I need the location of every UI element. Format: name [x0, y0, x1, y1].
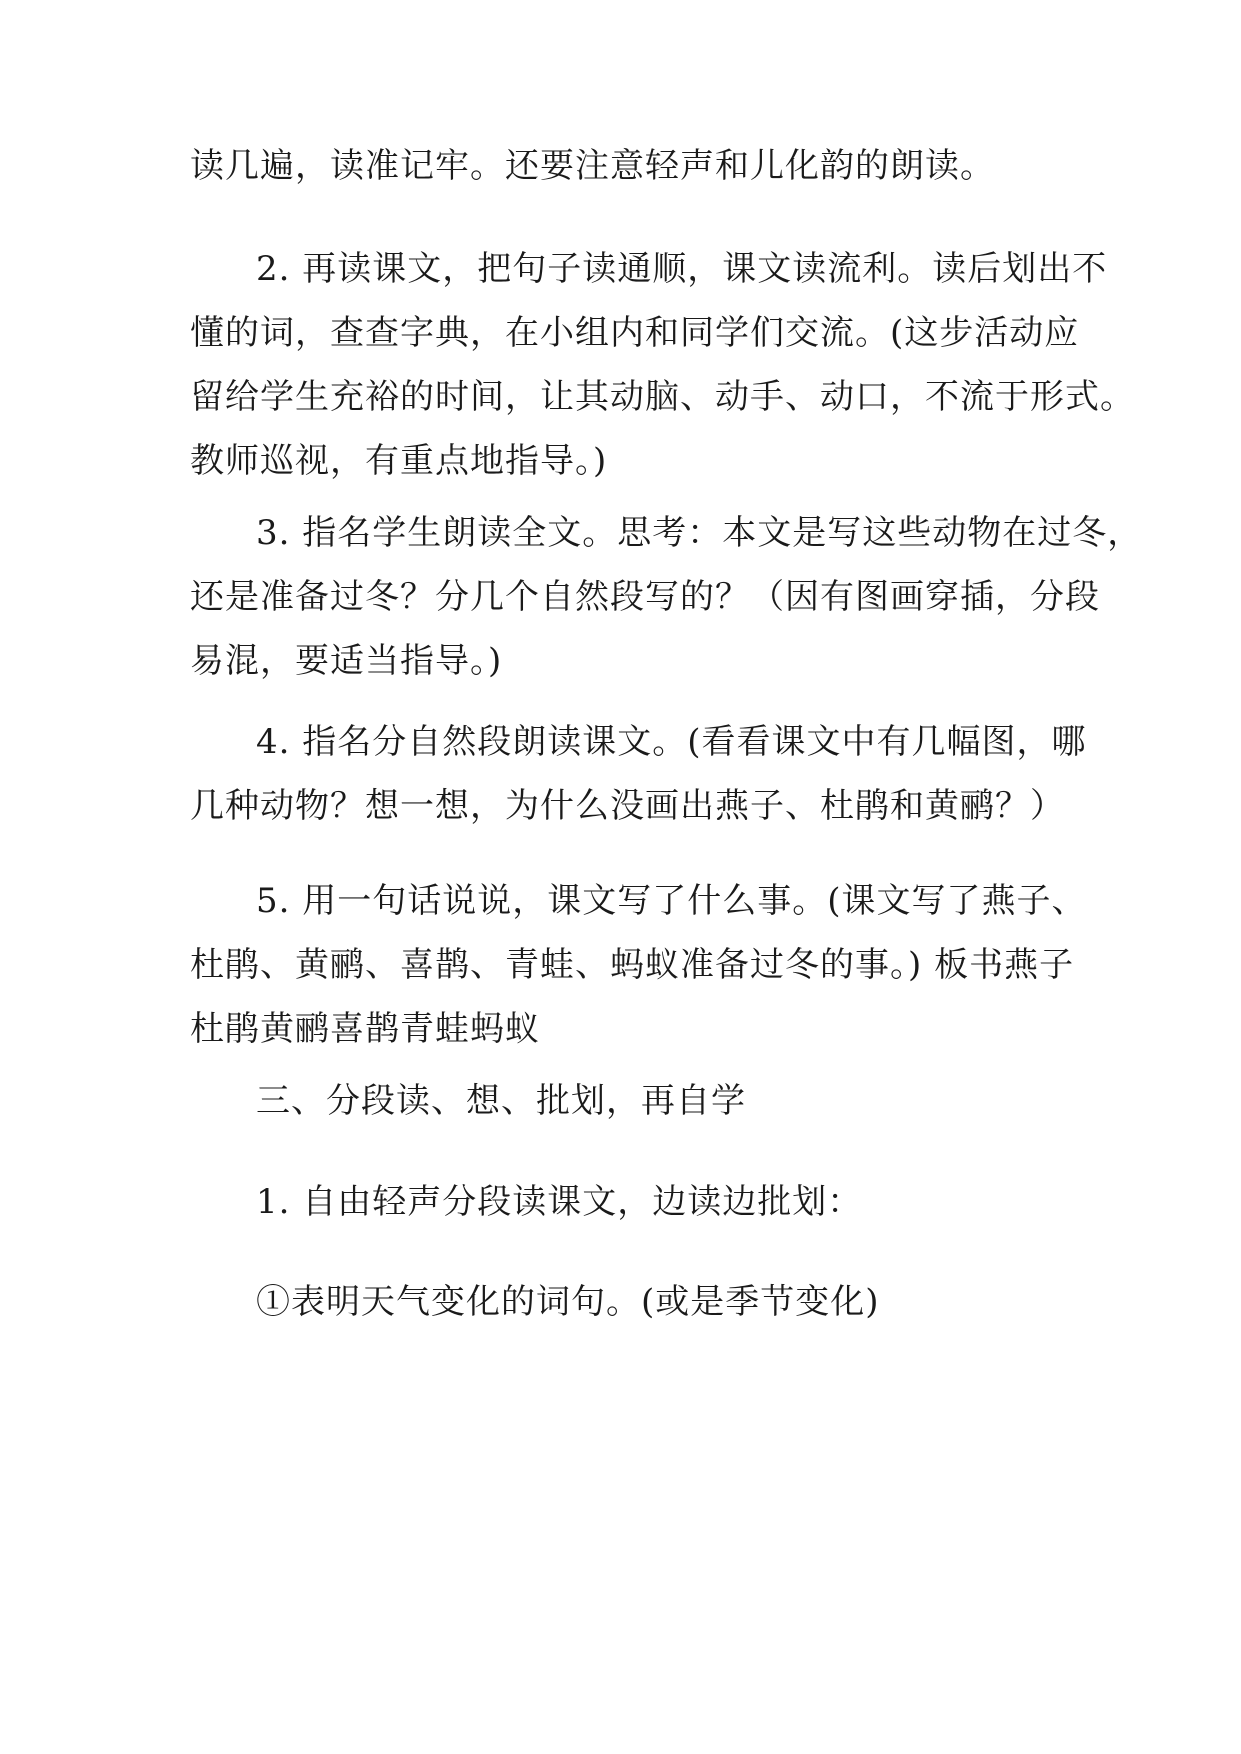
- text-line: 4. 指名分自然段朗读课文。(看看课文中有几幅图，哪: [256, 722, 1087, 762]
- paragraph-step-5: [190, 869, 1087, 1061]
- paragraph-step-4: [190, 710, 1087, 838]
- text-line: 三、分段读、想、批划，再自学: [256, 1081, 746, 1121]
- paragraph-intro: [190, 134, 1060, 198]
- text-line: 5. 用一句话说说，课文写了什么事。(课文写了燕子、: [256, 881, 1087, 921]
- paragraph-item-1: [190, 1270, 1060, 1334]
- paragraph-step-2: [190, 237, 1135, 493]
- paragraph-substep-1: [190, 1170, 1060, 1234]
- text-line: 2. 再读课文，把句子读通顺，课文读流利。读后划出不: [256, 249, 1108, 289]
- text-line: 教师巡视，有重点地指导。): [190, 441, 608, 481]
- text-line: 还是准备过冬？分几个自然段写的？（因有图画穿插，分段: [190, 577, 1100, 617]
- text-line: 读几遍，读准记牢。还要注意轻声和儿化韵的朗读。: [190, 146, 995, 186]
- text-line: 杜鹃黄鹂喜鹊青蛙蚂蚁: [190, 1009, 540, 1049]
- text-line: 懂的词，查查字典，在小组内和同学们交流。(这步活动应: [190, 313, 1080, 353]
- text-line: 杜鹃、黄鹂、喜鹊、青蛙、蚂蚁准备过冬的事。) 板书燕子: [190, 945, 1075, 985]
- text-line: 几种动物？想一想，为什么没画出燕子、杜鹃和黄鹂？）: [190, 786, 1065, 826]
- section-heading-3: [190, 1069, 1060, 1133]
- text-line: 3. 指名学生朗读全文。思考：本文是写这些动物在过冬，: [256, 513, 1143, 553]
- text-line: 易混，要适当指导。): [190, 641, 503, 681]
- text-line: ①表明天气变化的词句。(或是季节变化): [256, 1282, 880, 1322]
- paragraph-step-3: [190, 501, 1143, 693]
- text-line: 1. 自由轻声分段读课文，边读边批划：: [256, 1182, 863, 1222]
- text-line: 留给学生充裕的时间，让其动脑、动手、动口，不流于形式。: [190, 377, 1135, 417]
